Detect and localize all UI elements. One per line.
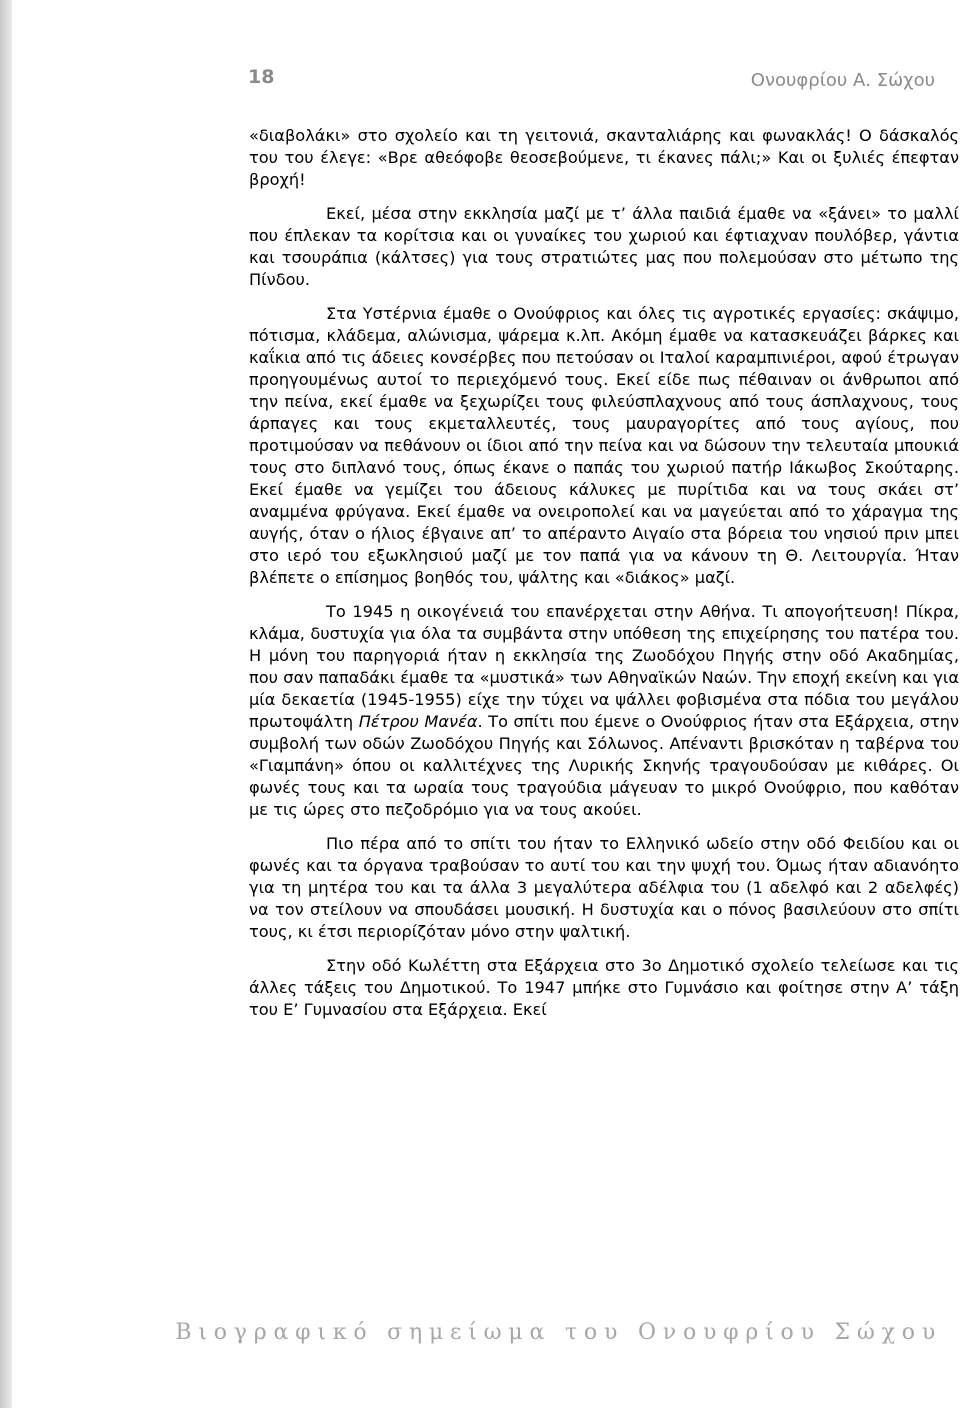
- running-header-title: Ονουφρίου Α. Σώχου: [750, 70, 935, 91]
- paragraph-1: «διαβολάκι» στο σχολείο και τη γειτονιά, σκανταλιάρης και φωνακλάς! Ο δάσκαλός του του έλεγε: «Βρε αθεόφοβε θεοσεβούμενε, τι έκανες πάλι;» Και οι ξυλιές έπεφταν βροχή!: [249, 126, 959, 189]
- footer-title: Βιογραφικό σημείωμα του Ονουφρίου Σώχου: [175, 1320, 942, 1345]
- paragraph-2: Εκεί, μέσα στην εκκλησία μαζί με τ’ άλλα παιδιά έμαθε να «ξάνει» το μαλλί που έπλεκαν τα κορίτσια και οι γυναίκες του χωριού και έφτιαχναν πουλόβερ, γάντια και τσουράπια (κάλτσες) για τους στρατιώτες μας που πολεμούσαν στο μέτωπο της Πίνδου.: [249, 204, 959, 289]
- paragraph-4-text-before: Το 1945 η οικογένειά του επανέρχεται στην Αθήνα. Τι απογοήτευση! Πίκρα, κλάμα, δυστυχία για όλα τα συμβάντα στην υπόθεση της επιχείρησης του πατέρα του. Η μόνη του παρηγοριά ήταν η εκκλησία της Ζωοδόχου Πηγής στην οδό Ακαδημίας, που σαν παπαδάκι έμαθε τα «μυστικά» των Αθηναϊκών Ναών. Την εποχή εκείνη και για μία δεκαετία (1945-1955) είχε την τύχει να ψάλλει φοβισμένα στα πόδια του μεγάλου πρωτοψάλτη: [249, 602, 959, 731]
- paragraph-3: Στα Υστέρνια έμαθε ο Ονούφριος και όλες τις αγροτικές εργασίες: σκάψιμο, πότισμα, κλάδεμα, αλώνισμα, ψάρεμα κ.λπ. Ακόμη έμαθε να κατασκευάζει βάρκες και καΐκια από τις άδειες κονσέρβες που πετούσαν οι Ιταλοί καραμπινιέροι, αφού έτρωγαν προηγουμένως αυτοί το περιεχόμενό τους. Εκεί είδε πως πέθαιναν οι άνθρωποι από την πείνα, εκεί έμαθε να ξεχωρίζει τους φιλεύσπλαχνους από τους άσπλαχνους, τους άρπαγες και τους εκμεταλλευτές, τους μαυραγορίτες από τους αγίους, που προτιμούσαν να πεθάνουν οι ίδιοι από την πείνα και να δώσουν την τελευταία μπουκιά τους στο διπλανό τους, όπως έκανε ο παπάς του χωριού πατήρ Ιάκωβος Σκούταρης. Εκεί έμαθε να γεμίζει του άδειους κάλυκες με πυρίτιδα και να τους σκάει στ’ αναμμένα φρύγανα. Εκεί έμαθε να ονειροπολεί και να μαγεύεται από το χάραγμα της αυγής, όταν ο ήλιος έβγαινε απ’ το απέραντο Αιγαίο στα βόρεια του νησιού πριν μπει στο ιερό του εξωκλησιού μαζί με τον παπά για να κάνουν τη Θ. Λειτουργία. Ήταν βλέπετε ο επίσημος βοηθός του, ψάλτης και «διάκος» μαζί.: [249, 304, 959, 587]
- page-number: 18: [248, 66, 275, 88]
- paragraph-5: Πιο πέρα από το σπίτι του ήταν το Ελληνικό ωδείο στην οδό Φειδίου και οι φωνές και τα όργανα τραβούσαν το αυτί του και την ψυχή του. Όμως ήταν αδιανόητο για τη μητέρα του και τα άλλα 3 μεγαλύτερα αδέλφια του (1 αδελφό και 2 αδελφές) να τον στείλουν να σπουδάσει μουσική. Η δυστυχία και ο πόνος βασιλεύουν στο σπίτι τους, κι έτσι περιορίζόταν μόνο στην ψαλτική.: [249, 834, 959, 941]
- paragraph-4-text-after: . Το σπίτι που έμενε ο Ονούφριος ήταν στα Εξάρχεια, στην συμβολή των οδών Ζωοδόχου Πηγής και Σόλωνος. Απέναντι βρισκόταν η ταβέρνα του «Γιαμπάνη» όπου οι καλλιτέχνες της Λυρικής Σκηνής τραγουδούσαν με κιθάρες. Οι φωνές τους και τα ωραία τους τραγούδια μάγευαν το μικρό Ονούφριο, που καθόταν με τις ώρες στο πεζοδρόμιο για να τους ακούει.: [249, 712, 959, 819]
- paragraph-6: Στην οδό Κωλέττη στα Εξάρχεια στο 3ο Δημοτικό σχολείο τελείωσε και τις άλλες τάξεις του Δημοτικού. Το 1947 μπήκε στο Γυμνάσιο και φοίτησε στην Α’ τάξη του Ε’ Γυμνασίου στα Εξάρχεια. Εκεί: [249, 956, 959, 1019]
- body-text: [249, 125, 959, 1033]
- page-gutter-shadow: [0, 0, 12, 1408]
- paragraph-4: [249, 601, 959, 821]
- paragraph-4-emphasis: Πέτρου Μανέα: [358, 712, 478, 731]
